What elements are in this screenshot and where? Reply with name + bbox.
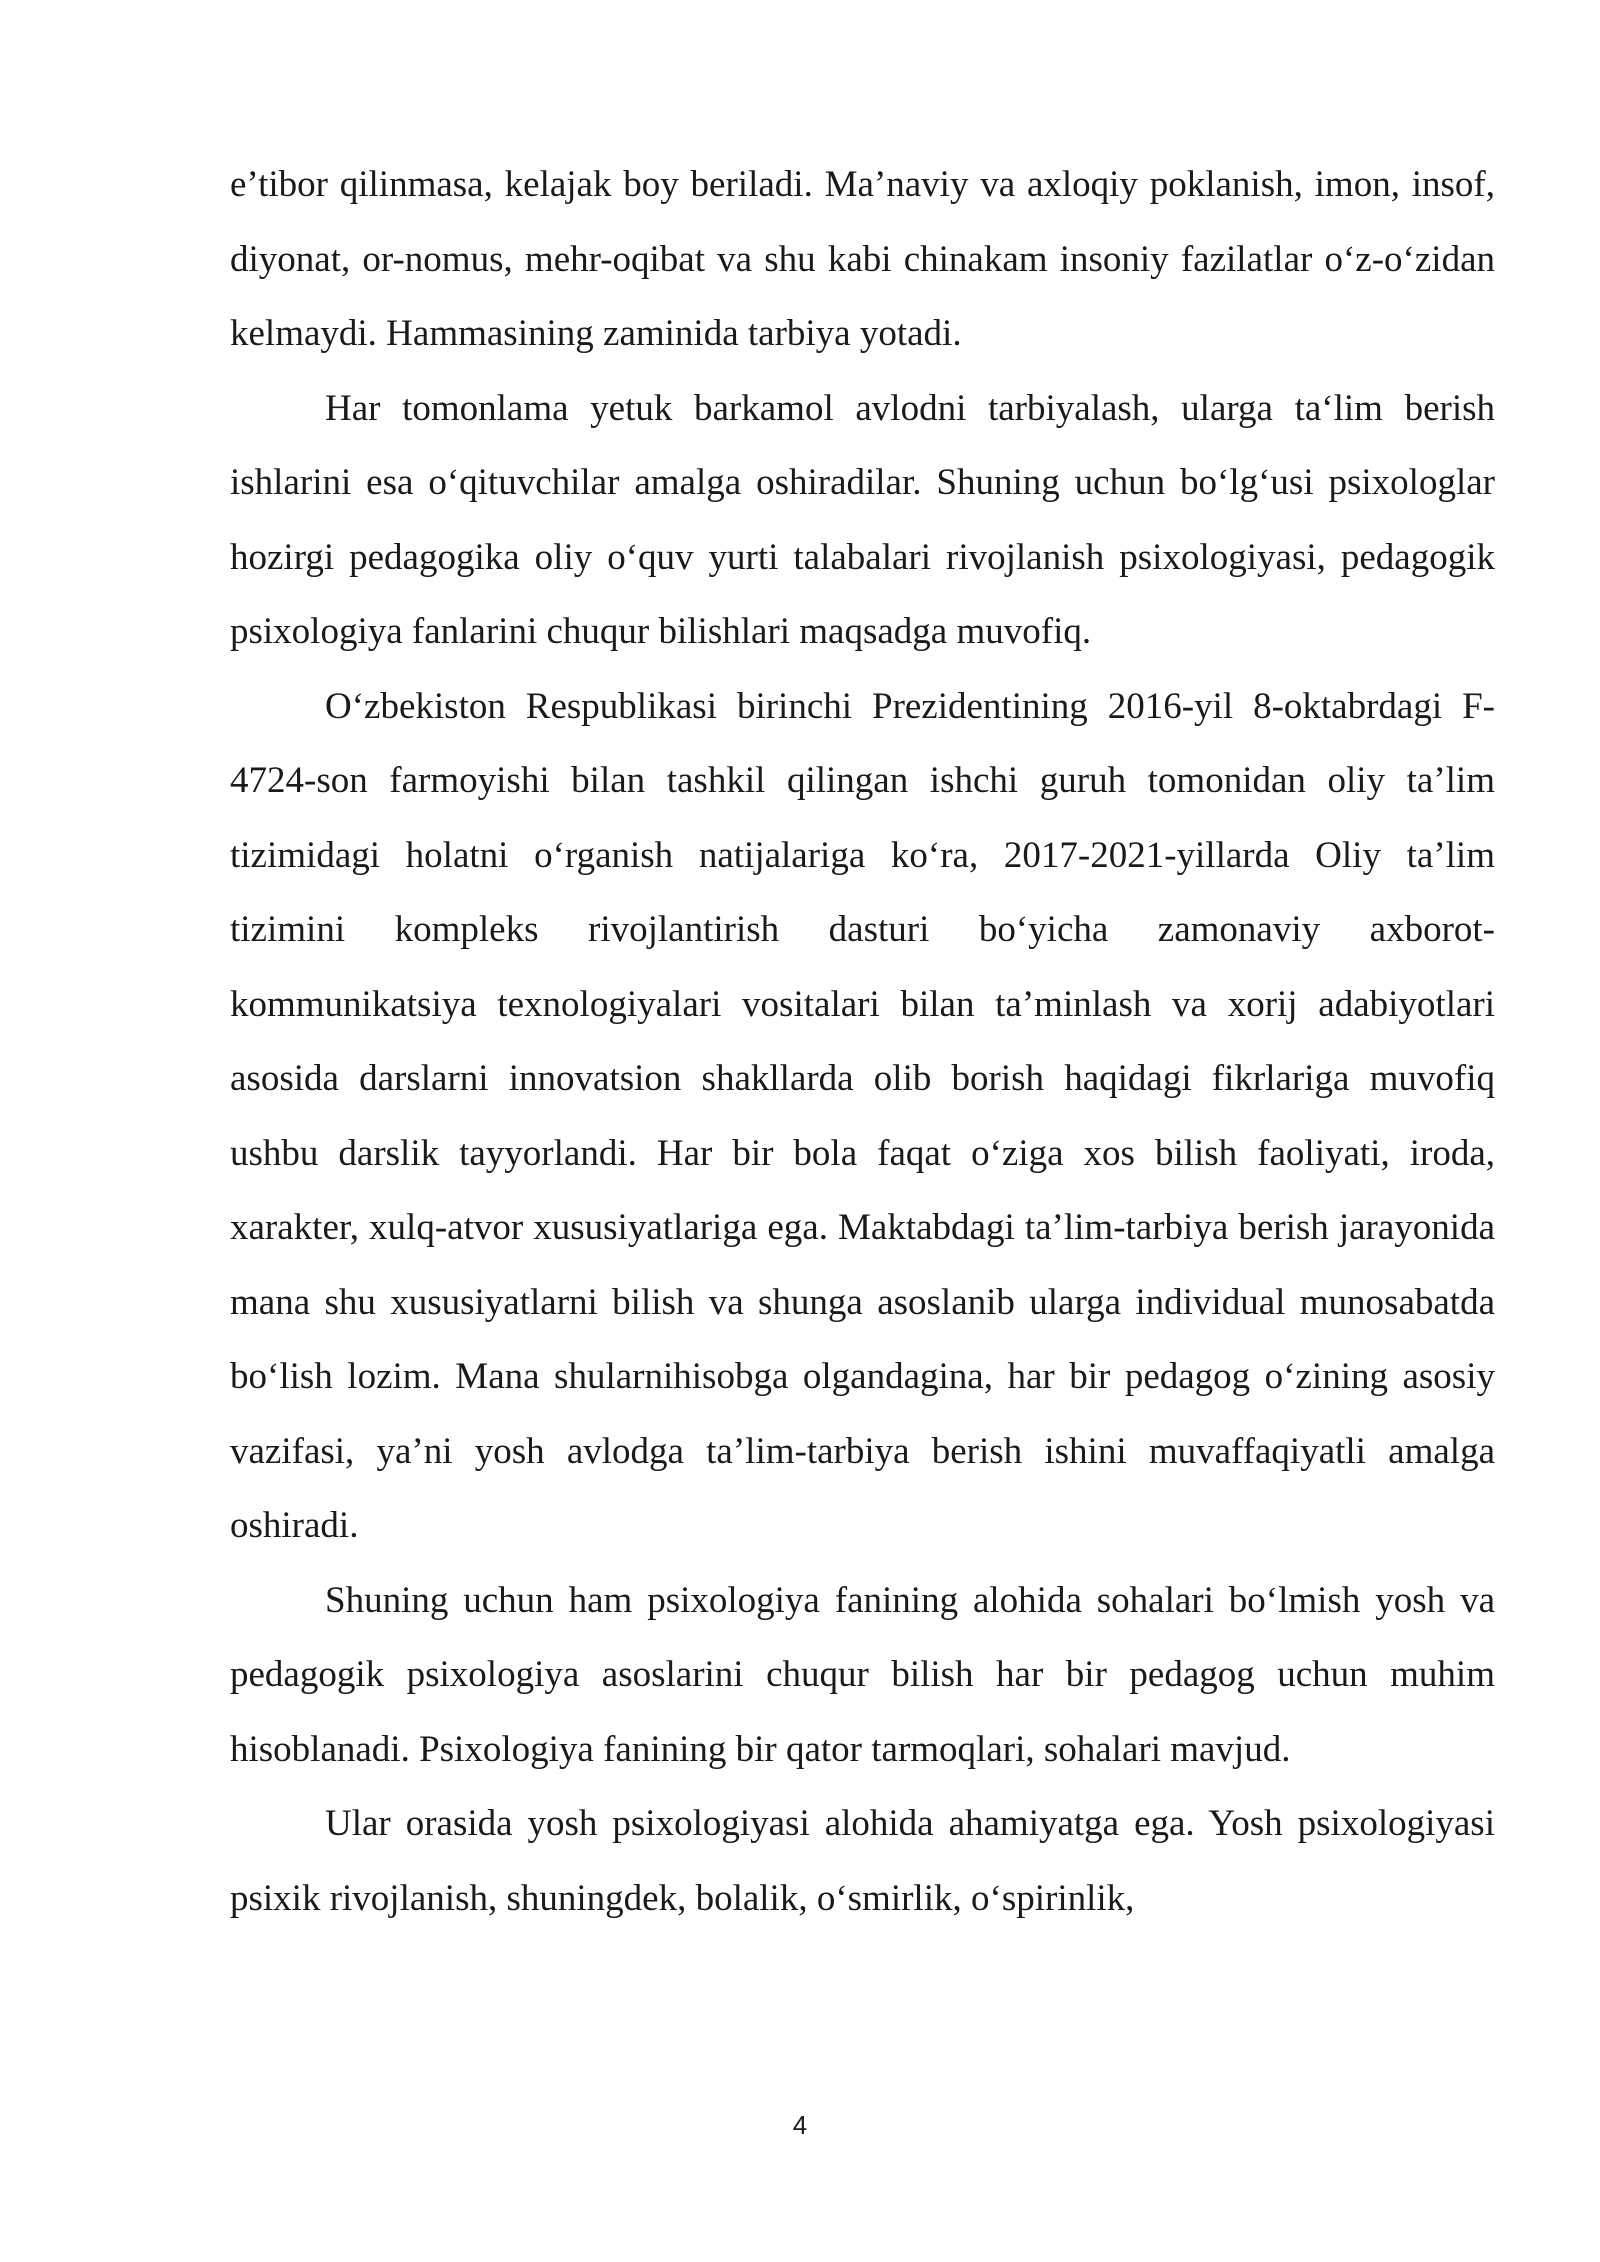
- paragraph-5: Ular orasida yosh psixologiyasi alohida ahamiyatga ega. Yosh psixologiyasi psixik rivojlanish, shuningdek, bolalik, o‘smirlik, o‘spirinlik,: [230, 1803, 1495, 1919]
- page-number: 4: [792, 2110, 808, 2140]
- paragraph-4: Shuning uchun ham psixologiya fanining alohida sohalari bo‘lmish yosh va pedagogik psixologiya asoslarini chuqur bilish har bir pedagog uchun muhim hisoblanadi. Psixologiya fanining bir qator tarmoqlari, sohalari mavjud.: [230, 1579, 1495, 1770]
- body-text: [230, 148, 1495, 1936]
- paragraph-3: O‘zbekiston Respublikasi birinchi Prezidentining 2016-yil 8-oktabrdagi F-4724-son farmoyishi bilan tashkil qilingan ishchi guruh tomonidan oliy ta’lim tizimidagi holatni o‘rganish natijalariga ko‘ra, 2017-2021-yillarda Oliy ta’lim tizimini kompleks rivojlantirish dasturi bo‘yicha zamonaviy axborot-kommunikatsiya texnologiyalari vositalari bilan ta’minlash va xorij adabiyotlari asosida darslarni innovatsion shakllarda olib borish haqidagi fikrlariga muvofiq ushbu darslik tayyorlandi. Har bir bola faqat o‘ziga xos bilish faoliyati, iroda, xarakter, xulq-atvor xususiyatlariga ega. Maktabdagi ta’lim-tarbiya berish jarayonida mana shu xususiyatlarni bilish va shunga asoslanib ularga individual munosabatda bo‘lish lozim. Mana shularnihisobga olgandagina, har bir pedagog o‘zining asosiy vazifasi, ya’ni yosh avlodga ta’lim-tarbiya berish ishini muvaffaqiyatli amalga oshiradi.: [230, 685, 1495, 1546]
- paragraph-2: Har tomonlama yetuk barkamol avlodni tarbiyalash, ularga ta‘lim berish ishlarini esa o‘qituvchilar amalga oshiradilar. Shuning uchun bo‘lg‘usi psixologlar hozirgi pedagogika oliy o‘quv yurti talabalari rivojlanish psixologiyasi, pedagogik psixologiya fanlarini chuqur bilishlari maqsadga muvofiq.: [230, 387, 1495, 652]
- paragraph-1: e’tibor qilinmasa, kelajak boy beriladi. Ma’naviy va axloqiy poklanish, imon, insof, diyonat, or-nomus, mehr-oqibat va shu kabi chinakam insoniy fazilatlar o‘z-o‘zidan kelmaydi. Hammasining zaminida tarbiya yotadi.: [230, 164, 1495, 354]
